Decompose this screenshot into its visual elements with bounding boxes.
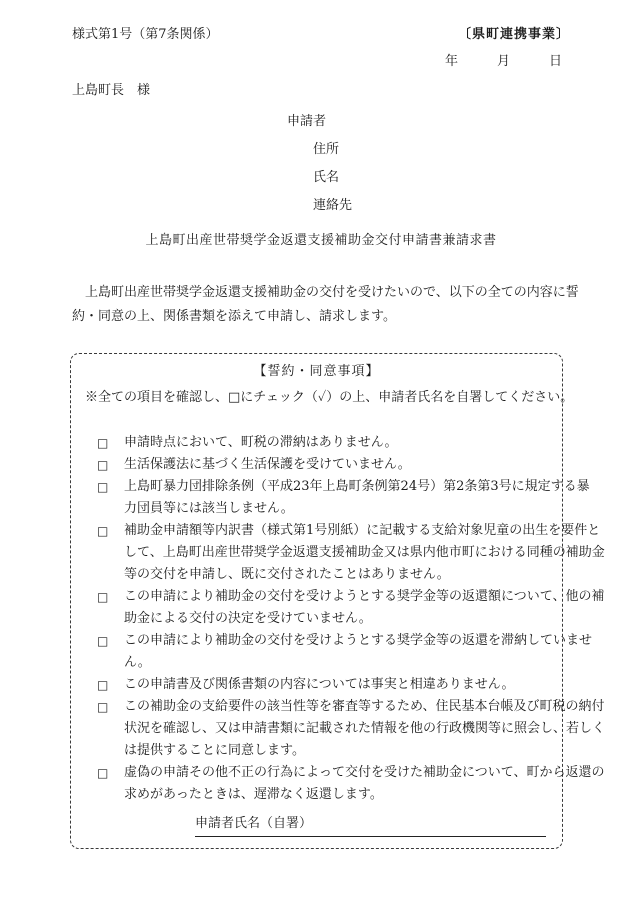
pledge-items bbox=[97, 432, 606, 806]
checkbox[interactable]: □ bbox=[97, 700, 109, 714]
pledge-item bbox=[97, 476, 590, 520]
form-header bbox=[72, 26, 570, 44]
signature-label: 申請者氏名（自署） bbox=[195, 816, 313, 831]
form-number: 様式第1号（第7条関係） bbox=[72, 27, 219, 42]
pledge-item bbox=[97, 520, 605, 586]
pledge-item-text: 補助金申請額等内訳書（様式第1号別紙）に記載する支給対象児童の出生を要件と して、上島町出産世帯奨学金返還支援補助金又は県内他市町における同種の補助金 等の交付を申請し、既に交付されたことはありません。 bbox=[124, 523, 605, 582]
pledge-note: ※全ての項目を確認し、□にチェック（✓）の上、申請者氏名を自署してください。 bbox=[85, 390, 574, 405]
pledge-item-text: この申請書及び関係書類の内容については事実と相違ありません。 bbox=[124, 677, 515, 692]
date-line: 年 月 日 bbox=[444, 54, 562, 69]
pledge-heading: 【誓約・同意事項】 bbox=[253, 364, 380, 379]
checkbox[interactable]: □ bbox=[97, 436, 109, 450]
pledge-item bbox=[97, 696, 606, 762]
checkbox[interactable]: □ bbox=[97, 458, 109, 472]
applicant-block bbox=[72, 108, 570, 220]
checkbox[interactable]: □ bbox=[97, 524, 109, 538]
pledge-box bbox=[70, 353, 606, 849]
addressee: 上島町長 様 bbox=[72, 83, 151, 98]
pledge-item-text: 生活保護法に基づく生活保護を受けていません。 bbox=[124, 457, 411, 472]
pledge-item bbox=[97, 630, 593, 674]
document-title: 上島町出産世帯奨学金返還支援補助金交付申請書兼請求書 bbox=[145, 233, 497, 248]
pledge-item-text: 上島町暴力団排除条例（平成23年上島町条例第24号）第2条第3号に規定する暴 力団員等には該当しません。 bbox=[124, 479, 590, 516]
checkbox[interactable]: □ bbox=[97, 766, 109, 780]
pledge-item-text: 虚偽の申請その他不正の行為によって交付を受けた補助金について、町から返還の 求めがあったときは、遅滞なく返還します。 bbox=[124, 765, 605, 802]
checkbox[interactable]: □ bbox=[97, 480, 109, 494]
applicant-field-name: 氏名 bbox=[313, 170, 340, 185]
pledge-item bbox=[97, 432, 548, 454]
project-tag: 〔県町連携事業〕 bbox=[457, 27, 570, 42]
pledge-item-text: この申請により補助金の交付を受けようとする奨学金等の返還額について、他の補 助金による交付の決定を受けていません。 bbox=[124, 589, 605, 626]
pledge-item-text: 申請時点において、町税の滞納はありません。 bbox=[124, 435, 398, 450]
checkbox[interactable]: □ bbox=[97, 590, 109, 604]
checkbox[interactable]: □ bbox=[97, 634, 109, 648]
pledge-item-text: この補助金の支給要件の該当性等を審査等するため、住民基本台帳及び町税の納付 状況を確認し、又は申請書類に記載された情報を他の行政機関等に照会し、若しく は提供することに同意します。 bbox=[124, 699, 606, 758]
pledge-item-text: この申請により補助金の交付を受けようとする奨学金等の返還を滞納していませ ん。 bbox=[124, 633, 593, 670]
applicant-label: 申請者 bbox=[287, 114, 327, 129]
applicant-field-address: 住所 bbox=[313, 142, 340, 157]
applicant-field-contact: 連絡先 bbox=[313, 198, 353, 213]
pledge-item bbox=[97, 674, 548, 696]
signature-line[interactable] bbox=[195, 815, 546, 837]
checkbox[interactable]: □ bbox=[97, 678, 109, 692]
pledge-item bbox=[97, 762, 605, 806]
pledge-item bbox=[97, 454, 548, 476]
body-paragraph: 上島町出産世帯奨学金返還支援補助金の交付を受けたいので、以下の全ての内容に誓 約・同意の上、関係書類を添えて申請し、請求します。 bbox=[72, 285, 579, 324]
pledge-item bbox=[97, 586, 605, 630]
